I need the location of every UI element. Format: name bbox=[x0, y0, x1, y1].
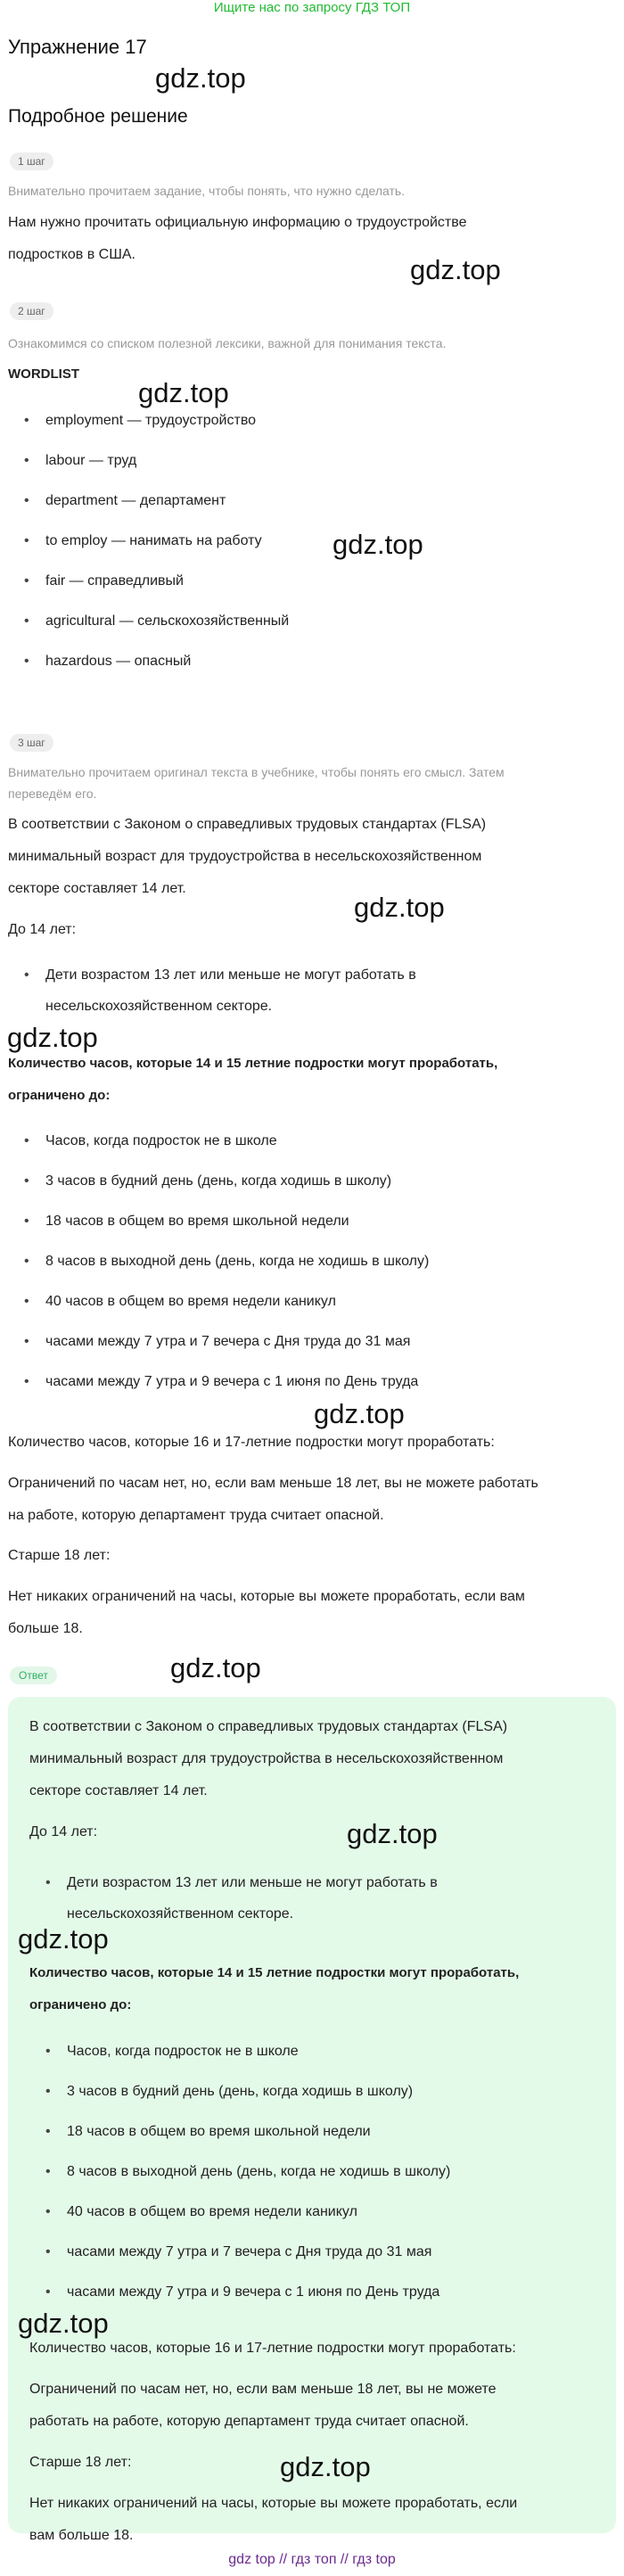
paragraph-bold: ограничено до: bbox=[8, 1088, 111, 1103]
list-item: • 3 часов в будний день (день, когда ходишь в школу) bbox=[8, 1168, 391, 1195]
watermark: gdz.top bbox=[7, 1022, 98, 1053]
paragraph: подростков в США. bbox=[8, 247, 135, 262]
answer-paragraph: вам больше 18. bbox=[29, 2528, 134, 2543]
answer-paragraph: Старше 18 лет: bbox=[29, 2455, 132, 2470]
answer-badge: Ответ bbox=[10, 1667, 57, 1684]
paragraph: Ограничений по часам нет, но, если вам меньше 18 лет, вы не можете работать bbox=[8, 1476, 538, 1491]
list-item: • department — департамент bbox=[8, 488, 226, 514]
watermark: gdz.top bbox=[333, 529, 423, 560]
answer-paragraph-bold: Количество часов, которые 14 и 15 летние подростки могут проработать, bbox=[29, 1965, 520, 1980]
watermark: gdz.top bbox=[354, 892, 445, 923]
watermark: gdz.top bbox=[410, 254, 501, 285]
paragraph: Количество часов, которые 16 и 17-летние подростки могут проработать: bbox=[8, 1435, 495, 1450]
page-title: Упражнение 17 bbox=[8, 36, 147, 58]
watermark: gdz.top bbox=[170, 1652, 261, 1683]
list-item: • agricultural — сельскохозяйственный bbox=[8, 608, 289, 635]
answer-list-item-cont: несельскохозяйственном секторе. bbox=[67, 1906, 294, 1922]
answer-paragraph: До 14 лет: bbox=[29, 1824, 98, 1839]
watermark: gdz.top bbox=[280, 2451, 371, 2482]
wordlist-heading: WORDLIST bbox=[8, 366, 79, 382]
answer-paragraph: работать на работе, которую департамент труда считает опасной. bbox=[29, 2414, 469, 2429]
paragraph: Старше 18 лет: bbox=[8, 1548, 111, 1563]
paragraph: на работе, которую департамент труда считает опасной. bbox=[8, 1508, 384, 1523]
list-item: • 8 часов в выходной день (день, когда не ходишь в школу) bbox=[8, 1248, 429, 1275]
step-badge: 1 шаг bbox=[10, 152, 53, 170]
paragraph: Нам нужно прочитать официальную информацию о трудоустройстве bbox=[8, 215, 467, 230]
step-badge: 2 шаг bbox=[10, 302, 53, 320]
paragraph: В соответствии с Законом о справедливых трудовых стандартах (FLSA) bbox=[8, 817, 487, 832]
list-item: • labour — труд bbox=[8, 448, 136, 474]
answer-paragraph-bold: ограничено до: bbox=[29, 1997, 132, 2012]
answer-list-item: • 18 часов в общем во время школьной недели bbox=[29, 2119, 371, 2145]
list-item: • hazardous — опасный bbox=[8, 648, 191, 675]
list-item: • 18 часов в общем во время школьной недели bbox=[8, 1208, 349, 1235]
step-hint: переведём его. bbox=[8, 786, 97, 801]
paragraph: минимальный возраст для трудоустройства в несельскохозяйственном bbox=[8, 849, 482, 864]
list-item: • 40 часов в общем во время недели каникул bbox=[8, 1288, 336, 1315]
section-title: Подробное решение bbox=[8, 106, 188, 127]
paragraph: секторе составляет 14 лет. bbox=[8, 881, 186, 896]
list-item: • часами между 7 утра и 9 вечера с 1 июня по День труда bbox=[8, 1369, 418, 1395]
search-banner[interactable]: Ищите нас по запросу ГДЗ ТОП bbox=[213, 0, 411, 15]
step-hint: Ознакомимся со списком полезной лексики, важной для понимания текста. bbox=[8, 336, 447, 350]
answer-paragraph: Нет никаких ограничений на часы, которые вы можете проработать, если bbox=[29, 2496, 518, 2511]
answer-list-item: • 8 часов в выходной день (день, когда не ходишь в школу) bbox=[29, 2159, 450, 2185]
paragraph-bold: Количество часов, которые 14 и 15 летние подростки могут проработать, bbox=[8, 1056, 498, 1071]
paragraph: больше 18. bbox=[8, 1621, 83, 1636]
watermark: gdz.top bbox=[155, 62, 246, 94]
answer-list-item: • Часов, когда подросток не в школе bbox=[29, 2038, 299, 2065]
answer-list-item: • часами между 7 утра и 7 вечера с Дня труда до 31 мая bbox=[29, 2239, 431, 2266]
list-item: • employment — трудоустройство bbox=[8, 407, 256, 434]
paragraph: Нет никаких ограничений на часы, которые вы можете проработать, если вам bbox=[8, 1589, 525, 1604]
list-item: • Дети возрастом 13 лет или меньше не могут работать в bbox=[8, 962, 416, 989]
footer-links[interactable]: gdz top // гдз топ // гдз top bbox=[228, 2552, 396, 2567]
list-item: • часами между 7 утра и 7 вечера с Дня труда до 31 мая bbox=[8, 1329, 410, 1355]
answer-list-item: • 40 часов в общем во время недели каникул bbox=[29, 2199, 357, 2226]
watermark: gdz.top bbox=[18, 1923, 109, 1955]
step-hint: Внимательно прочитаем задание, чтобы понять, что нужно сделать. bbox=[8, 184, 406, 198]
watermark: gdz.top bbox=[314, 1398, 405, 1429]
answer-paragraph: секторе составляет 14 лет. bbox=[29, 1783, 208, 1798]
list-item: • to employ — нанимать на работу bbox=[8, 528, 262, 555]
watermark: gdz.top bbox=[138, 377, 229, 408]
answer-paragraph: В соответствии с Законом о справедливых трудовых стандартах (FLSA) bbox=[29, 1719, 508, 1734]
list-item: • Часов, когда подросток не в школе bbox=[8, 1128, 277, 1155]
answer-paragraph: минимальный возраст для трудоустройства в несельскохозяйственном bbox=[29, 1751, 504, 1766]
paragraph: До 14 лет: bbox=[8, 922, 77, 937]
list-item-cont: несельскохозяйственном секторе. bbox=[45, 999, 273, 1014]
step-hint: Внимательно прочитаем оригинал текста в учебнике, чтобы понять его смысл. Затем bbox=[8, 765, 505, 779]
answer-paragraph: Ограничений по часам нет, но, если вам меньше 18 лет, вы не можете bbox=[29, 2382, 497, 2397]
answer-list-item: • 3 часов в будний день (день, когда ходишь в школу) bbox=[29, 2078, 413, 2105]
answer-list-item: • Дети возрастом 13 лет или меньше не могут работать в bbox=[29, 1870, 438, 1897]
step-badge: 3 шаг bbox=[10, 734, 53, 752]
watermark: gdz.top bbox=[18, 2308, 109, 2339]
watermark: gdz.top bbox=[347, 1818, 438, 1849]
answer-paragraph: Количество часов, которые 16 и 17-летние подростки могут проработать: bbox=[29, 2341, 516, 2356]
answer-list-item: • часами между 7 утра и 9 вечера с 1 июня по День труда bbox=[29, 2279, 439, 2306]
list-item: • fair — справедливый bbox=[8, 568, 184, 595]
